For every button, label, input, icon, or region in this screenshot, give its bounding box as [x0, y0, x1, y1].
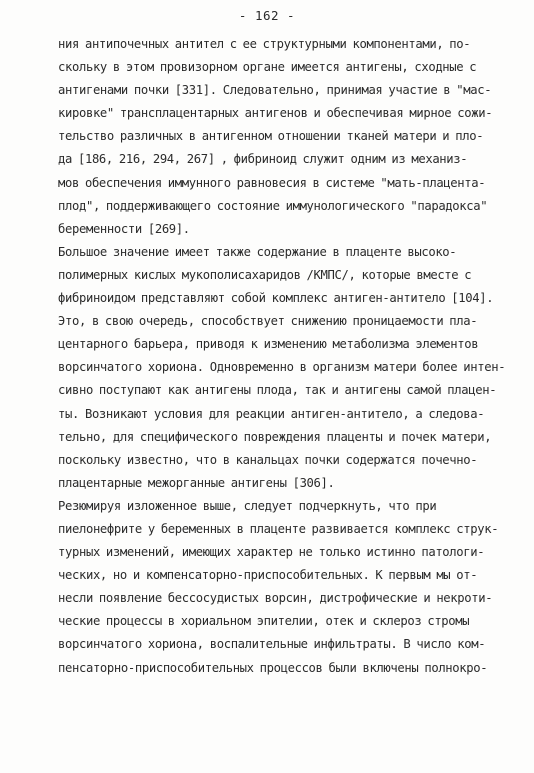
- text-line: да [186, 216, 294, 267] , фибриноид служит одним из механиз-: [58, 152, 468, 167]
- text-line: кировке" трансплацентарных антигенов и обеспечивая мирное сожи-: [58, 106, 493, 121]
- text-line: плод", поддерживающего состояние иммунологического "парадокса": [58, 198, 488, 213]
- text-line: Резюмируя изложенное выше, следует подчеркнуть, что при: [58, 498, 437, 513]
- text-line: сивно поступают как антигены плода, так и антигены самой плацен-: [58, 383, 497, 398]
- text-line: пенсаторно-приспособительных процессов были включены полнокро-: [58, 660, 488, 675]
- text-line: антигенами почки [331]. Следовательно, принимая участие в "мас-: [58, 83, 492, 98]
- text-line: ческие процессы в хориальном эпителии, отек и склероз стромы: [58, 614, 470, 629]
- text-line: поскольку известно, что в канальцах почки содержатся почечно-: [58, 452, 478, 467]
- text-line: полимерных кислых мукополисахаридов /КМПС/, которые вместе с: [58, 267, 472, 282]
- text-line: Большое значение имеет также содержание в плаценте высоко-: [58, 244, 457, 259]
- text-line: несли появление бессосудистых ворсин, дистрофические и некроти-: [58, 591, 493, 606]
- text-line: тельство различных в антигенном отношении тканей матери и пло-: [58, 129, 484, 144]
- text-line: тельно, для специфического повреждения плаценты и почек матери,: [58, 429, 492, 444]
- text-line: пиелонефрите у беременных в плаценте развивается комплекс струк-: [58, 521, 499, 536]
- text-line: турных изменений, имеющих характер не только истинно патологи-: [58, 545, 485, 560]
- paragraph: [58, 495, 502, 680]
- text-line: плацентарные межорганные антигены [306].: [58, 475, 335, 490]
- text-line: скольку в этом провизорном органе имеется антигены, сходные с: [58, 60, 477, 75]
- text-line: Это, в свою очередь, способствует снижению проницаемости пла-: [58, 314, 478, 329]
- text-line: мов обеспечения иммунного равновесия в системе "мать-плацента-: [58, 175, 486, 190]
- text-line: ческих, но и компенсаторно-приспособительных. К первым мы от-: [58, 568, 478, 583]
- body-text: [58, 33, 506, 680]
- text-line: ния антипочечных антител с ее структурными компонентами, по-: [58, 37, 471, 51]
- text-line: фибриноидом представляют собой комплекс антиген-антитело [104].: [58, 291, 494, 306]
- text-line: центарного барьера, приводя к изменению метаболизма элементов: [58, 337, 479, 352]
- text-line: ворсинчатого хориона. Одновременно в организм матери более интен-: [58, 360, 506, 375]
- paragraph: [58, 241, 506, 495]
- text-line: ворсинчатого хориона, воспалительные инфильтраты. В число ком-: [58, 637, 486, 652]
- text-line: ты. Возникают условия для реакции антиген-антитело, а следова-: [58, 406, 485, 421]
- page-number: - 162 -: [238, 8, 296, 23]
- text-line: беременности [269].: [58, 221, 190, 236]
- paragraph: [58, 33, 502, 241]
